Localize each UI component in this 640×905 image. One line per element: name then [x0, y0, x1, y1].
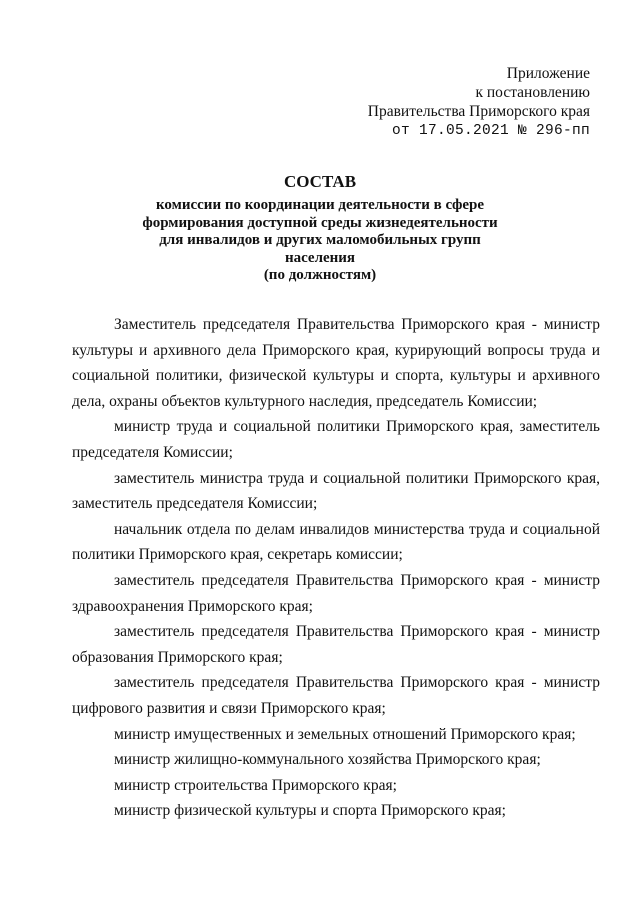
- appendix-date-number: от 17.05.2021 № 296-пп: [391, 123, 590, 139]
- subtitle-line: комиссии по координации деятельности в сфере: [155, 197, 485, 213]
- member-item: министр жилищно-коммунального хозяйства Приморского края;: [114, 751, 541, 769]
- member-item: начальник отдела по делам инвалидов министерства труда и социальной политики Приморского края, секретарь комиссии;: [72, 520, 600, 564]
- appendix-label: Приложение: [506, 65, 590, 82]
- member-item: министр физической культуры и спорта Приморского края;: [114, 802, 506, 820]
- subtitle-line: формирования доступной среды жизнедеятельности: [142, 214, 498, 231]
- member-item: министр имущественных и земельных отношений Приморского края;: [114, 725, 576, 743]
- subtitle-line: для инвалидов и других маломобильных групп: [159, 232, 481, 248]
- member-item: министр строительства Приморского края;: [114, 776, 397, 794]
- member-item: министр труда и социальной политики Приморского края, заместитель председателя Комиссии;: [72, 418, 600, 461]
- appendix-resolution-ref: к постановлению: [475, 84, 590, 101]
- member-item: Заместитель председателя Правительства Приморского края - министр культуры и архивного дела Приморского края, курирующий вопросы труда и социальной политики, физической культуры и спорта, культуры и архивного дела, охраны объектов культурного наследия, председатель Комиссии;: [72, 316, 600, 410]
- subtitle-line: населения: [284, 249, 356, 266]
- appendix-government-name: Правительства Приморского края: [367, 103, 590, 120]
- appendix-header: [330, 64, 590, 141]
- member-item: заместитель министра труда и социальной политики Приморского края, заместитель председателя Комиссии;: [72, 469, 600, 513]
- document-subtitle: [100, 197, 540, 285]
- member-item: заместитель председателя Правительства Приморского края - министр здравоохранения Приморского края;: [72, 571, 600, 615]
- subtitle-line: (по должностям): [263, 267, 377, 283]
- member-item: заместитель председателя Правительства Приморского края - министр цифрового развития и связи Приморского края;: [72, 674, 600, 717]
- member-item: заместитель председателя Правительства Приморского края - министр образования Приморского края;: [72, 623, 600, 666]
- members-list: [72, 312, 600, 824]
- document-title: СОСТАВ: [283, 172, 357, 191]
